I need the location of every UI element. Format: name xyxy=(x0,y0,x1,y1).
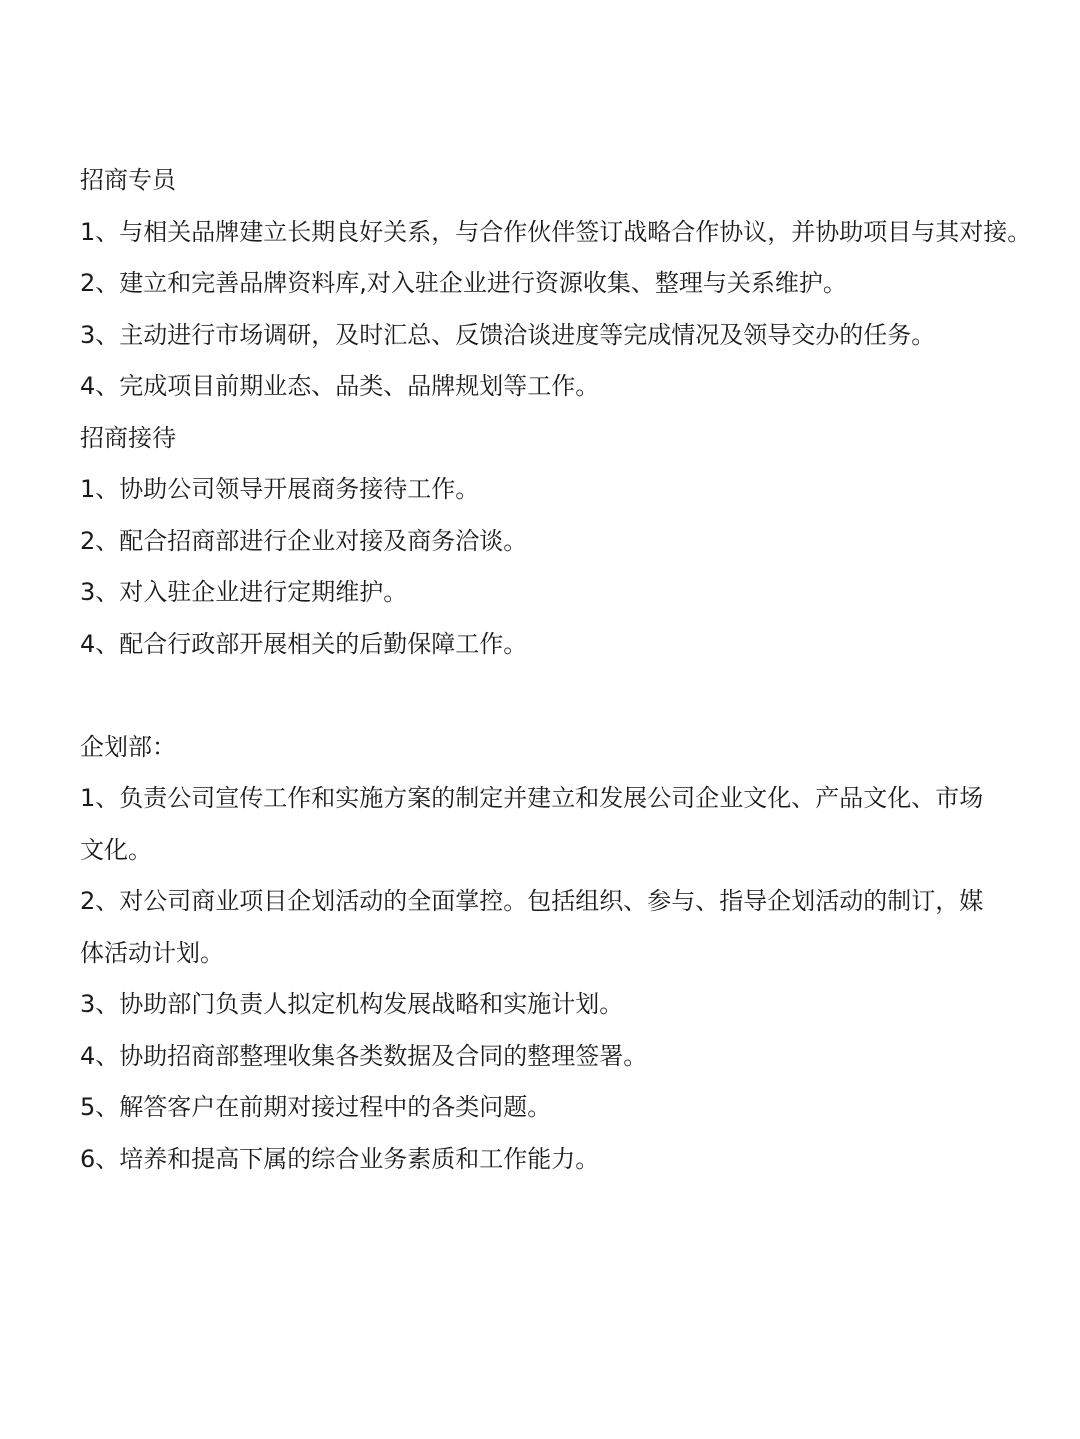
list-item: 4、完成项目前期业态、品类、品牌规划等工作。 xyxy=(80,372,600,400)
list-item: 3、对入驻企业进行定期维护。 xyxy=(80,578,408,606)
section-title: 招商接待 xyxy=(80,423,176,452)
section-planning-department xyxy=(80,722,1010,1186)
document-body xyxy=(80,155,1032,1185)
list-item: 6、培养和提高下属的综合业务素质和工作能力。 xyxy=(80,1144,600,1173)
section-title: 招商专员 xyxy=(80,166,176,194)
section-recruitment-reception xyxy=(80,413,1010,671)
section-title: 企划部： xyxy=(80,732,176,761)
list-item: 1、协助公司领导开展商务接待工作。 xyxy=(80,475,480,503)
list-item: 4、配合行政部开展相关的后勤保障工作。 xyxy=(80,629,528,658)
section-spacer xyxy=(80,670,1010,722)
list-item: 1、与相关品牌建立长期良好关系，与合作伙伴签订战略合作协议，并协助项目与其对接。 xyxy=(80,217,1032,246)
list-item: 2、建立和完善品牌资料库,对入驻企业进行资源收集、整理与关系维护。 xyxy=(80,269,847,297)
list-item: 2、配合招商部进行企业对接及商务洽谈。 xyxy=(80,526,528,555)
list-item: 3、主动进行市场调研，及时汇总、反馈洽谈进度等完成情况及领导交办的任务。 xyxy=(80,320,936,349)
section-recruitment-specialist xyxy=(80,155,1032,413)
list-item: 2、对公司商业项目企划活动的全面掌控。包括组织、参与、指导企划活动的制订，媒体活动计划。 xyxy=(80,887,984,967)
list-item: 3、协助部门负责人拟定机构发展战略和实施计划。 xyxy=(80,990,624,1018)
list-item: 1、负责公司宣传工作和实施方案的制定并建立和发展公司企业文化、产品文化、市场文化。 xyxy=(80,784,984,864)
list-item: 5、解答客户在前期对接过程中的各类问题。 xyxy=(80,1093,552,1121)
list-item: 4、协助招商部整理收集各类数据及合同的整理签署。 xyxy=(80,1041,648,1070)
